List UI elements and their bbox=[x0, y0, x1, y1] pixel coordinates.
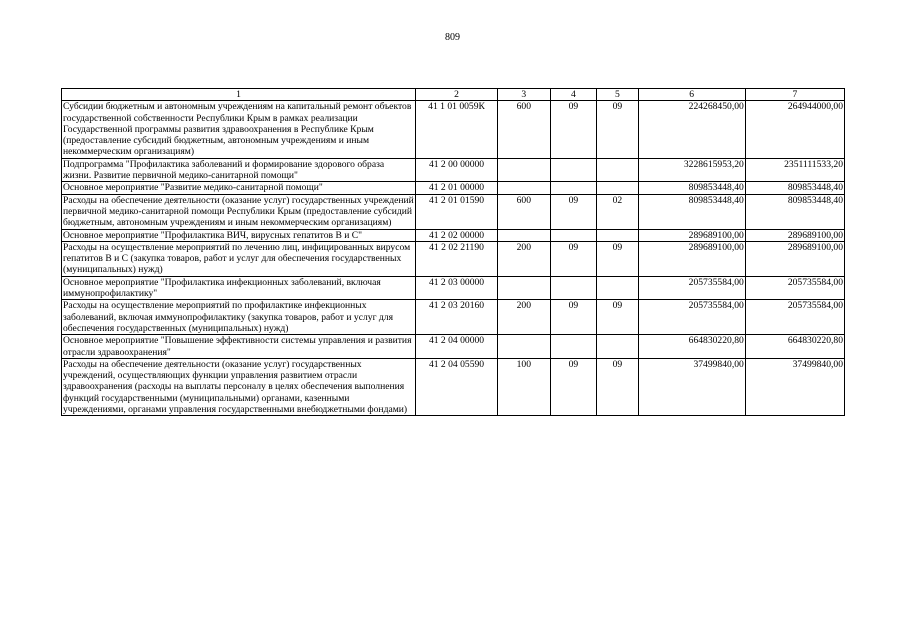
row-section bbox=[550, 182, 597, 194]
row-section: 09 bbox=[550, 358, 597, 415]
row-subsection: 09 bbox=[597, 358, 638, 415]
row-expense-type bbox=[498, 229, 551, 241]
row-amount-1: 809853448,40 bbox=[638, 182, 745, 194]
row-name: Основное мероприятие "Профилактика инфекционных заболеваний, включая иммунопрофилактику" bbox=[62, 276, 416, 300]
row-subsection: 09 bbox=[597, 241, 638, 276]
row-section bbox=[550, 276, 597, 300]
header-col-5: 5 bbox=[597, 89, 638, 101]
row-expense-type: 200 bbox=[498, 241, 551, 276]
row-amount-1: 3228615953,20 bbox=[638, 158, 745, 182]
table-row bbox=[62, 358, 845, 415]
row-target-code: 41 2 03 00000 bbox=[416, 276, 498, 300]
row-amount-1: 289689100,00 bbox=[638, 241, 745, 276]
row-name: Расходы на осуществление мероприятий по лечению лиц, инфицированных вирусом гепатитов В и С (закупка товаров, работ и услуг для обеспечения государственных (муниципальных) нужд) bbox=[62, 241, 416, 276]
row-expense-type: 600 bbox=[498, 101, 551, 158]
row-target-code: 41 2 03 20160 bbox=[416, 300, 498, 335]
row-expense-type bbox=[498, 276, 551, 300]
row-subsection bbox=[597, 158, 638, 182]
row-name: Расходы на осуществление мероприятий по профилактике инфекционных заболеваний, включая иммунопрофилактику (закупка товаров, работ и услуг для обеспечения государственных (муниципальных) нужд) bbox=[62, 300, 416, 335]
row-amount-1: 205735584,00 bbox=[638, 276, 745, 300]
row-amount-2: 205735584,00 bbox=[745, 300, 844, 335]
header-col-4: 4 bbox=[550, 89, 597, 101]
row-section bbox=[550, 158, 597, 182]
row-amount-2: 205735584,00 bbox=[745, 276, 844, 300]
row-amount-2: 289689100,00 bbox=[745, 241, 844, 276]
row-section: 09 bbox=[550, 194, 597, 229]
table-row bbox=[62, 229, 845, 241]
row-subsection bbox=[597, 335, 638, 359]
row-target-code: 41 2 04 05590 bbox=[416, 358, 498, 415]
row-amount-1: 205735584,00 bbox=[638, 300, 745, 335]
row-amount-1: 224268450,00 bbox=[638, 101, 745, 158]
row-section bbox=[550, 229, 597, 241]
row-name: Основное мероприятие "Профилактика ВИЧ, вирусных гепатитов В и С" bbox=[62, 229, 416, 241]
row-amount-2: 264944000,00 bbox=[745, 101, 844, 158]
table-row bbox=[62, 182, 845, 194]
row-target-code: 41 1 01 0059К bbox=[416, 101, 498, 158]
row-section bbox=[550, 335, 597, 359]
budget-table bbox=[61, 88, 845, 416]
row-name: Субсидии бюджетным и автономным учреждениям на капитальный ремонт объектов государственной собственности Республики Крым в рамках реализации Государственной программы развития здравоохранения в Республике Крым (предоставление субсидий бюджетным, автономным учреждениям и иным некоммерческим организациям) bbox=[62, 101, 416, 158]
row-name: Расходы на обеспечение деятельности (оказание услуг) государственных учреждений первичной медико-санитарной помощи Республики Крым (предоставление субсидий бюджетным, автономным учреждениям и иным некоммерческим организациям) bbox=[63, 194, 414, 229]
row-amount-2: 809853448,40 bbox=[745, 182, 844, 194]
header-col-1: 1 bbox=[62, 89, 416, 101]
row-expense-type: 200 bbox=[498, 300, 551, 335]
row-section: 09 bbox=[550, 241, 597, 276]
table-row bbox=[62, 300, 845, 335]
row-target-code: 41 2 02 00000 bbox=[416, 229, 498, 241]
row-name: Основное мероприятие "Развитие медико-санитарной помощи" bbox=[62, 182, 416, 194]
row-target-code: 41 2 01 00000 bbox=[416, 182, 498, 194]
page-number: 809 bbox=[445, 32, 460, 43]
row-target-code: 41 2 00 00000 bbox=[416, 158, 498, 182]
row-expense-type bbox=[498, 158, 551, 182]
row-amount-2: 664830220,80 bbox=[745, 335, 844, 359]
table-header-row bbox=[62, 89, 845, 101]
row-amount-2: 289689100,00 bbox=[745, 229, 844, 241]
table-row bbox=[62, 158, 845, 182]
row-amount-1: 809853448,40 bbox=[638, 194, 745, 229]
table-row bbox=[62, 241, 845, 276]
row-subsection bbox=[597, 229, 638, 241]
table-row bbox=[62, 101, 845, 158]
row-subsection: 09 bbox=[597, 101, 638, 158]
row-subsection: 09 bbox=[597, 300, 638, 335]
row-subsection bbox=[597, 182, 638, 194]
header-col-3: 3 bbox=[498, 89, 551, 101]
row-amount-2: 809853448,40 bbox=[745, 194, 844, 229]
row-name: Основное мероприятие "Повышение эффективности системы управления и развития отрасли здравоохранения" bbox=[62, 335, 416, 359]
row-subsection: 02 bbox=[597, 194, 638, 229]
row-target-code: 41 2 02 21190 bbox=[416, 241, 498, 276]
row-name: Подпрограмма "Профилактика заболеваний и формирование здорового образа жизни. Развитие первичной медико-санитарной помощи" bbox=[62, 158, 416, 182]
row-target-code: 41 2 04 00000 bbox=[416, 335, 498, 359]
row-amount-2: 2351111533,20 bbox=[745, 158, 844, 182]
row-section: 09 bbox=[550, 300, 597, 335]
table-row bbox=[62, 276, 845, 300]
row-amount-1: 37499840,00 bbox=[638, 358, 745, 415]
row-name: Расходы на обеспечение деятельности (оказание услуг) государственных учреждений, осуществляющих функции управления развитием отрасли здравоохранения (расходы на выплаты персоналу в целях обеспечения выполнения функций государственными (муниципальными) органами, казенными учреждениями, органами управления государственными внебюджетными фондами) bbox=[62, 358, 416, 415]
table-row bbox=[62, 194, 845, 229]
row-target-code: 41 2 01 01590 bbox=[416, 194, 498, 229]
row-section: 09 bbox=[550, 101, 597, 158]
row-expense-type: 100 bbox=[498, 358, 551, 415]
table-row bbox=[62, 335, 845, 359]
row-subsection bbox=[597, 276, 638, 300]
row-amount-1: 289689100,00 bbox=[638, 229, 745, 241]
row-expense-type: 600 bbox=[498, 194, 551, 229]
row-amount-1: 664830220,80 bbox=[638, 335, 745, 359]
header-col-2: 2 bbox=[416, 89, 498, 101]
row-expense-type bbox=[498, 335, 551, 359]
row-amount-2: 37499840,00 bbox=[745, 358, 844, 415]
row-expense-type bbox=[498, 182, 551, 194]
header-col-7: 7 bbox=[745, 89, 844, 101]
header-col-6: 6 bbox=[638, 89, 745, 101]
